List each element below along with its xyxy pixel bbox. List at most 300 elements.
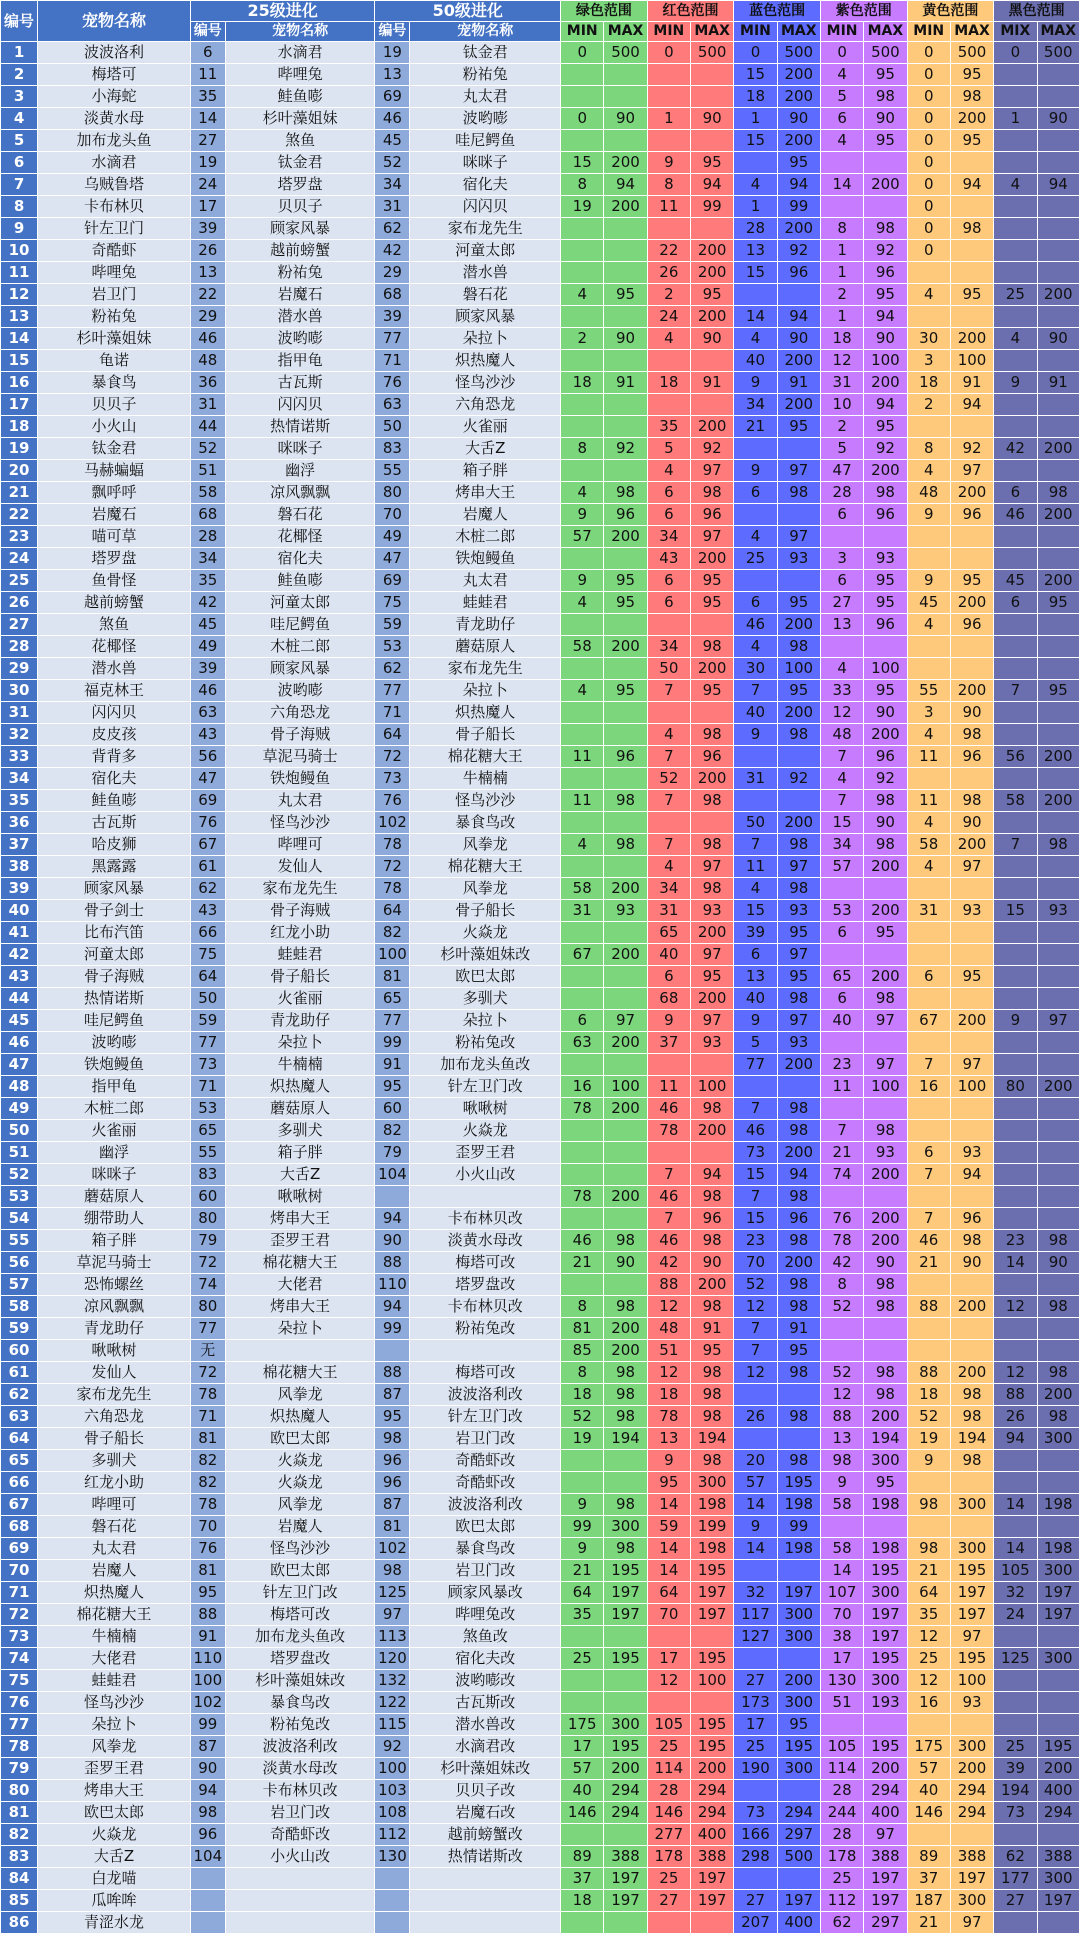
- evo25-name: 宿化夫: [225, 548, 375, 570]
- header-yellow-min: MIN: [907, 22, 950, 42]
- header-green-min: MIN: [561, 22, 604, 42]
- row-number: 73: [1, 1626, 38, 1648]
- evo25-number: 79: [190, 1230, 225, 1252]
- green-min: [561, 724, 604, 746]
- evo50-number: 92: [375, 1736, 410, 1758]
- green-min: 25: [561, 1648, 604, 1670]
- yellow-min: 46: [907, 1230, 950, 1252]
- green-min: 89: [561, 1846, 604, 1868]
- black-mix: 177: [994, 1868, 1037, 1890]
- black-max: [1037, 196, 1080, 218]
- blue-min: 26: [734, 1406, 777, 1428]
- evo25-number: 72: [190, 1362, 225, 1384]
- yellow-max: 200: [950, 592, 993, 614]
- yellow-min: [907, 526, 950, 548]
- purple-max: 300: [864, 1450, 907, 1472]
- blue-min: 40: [734, 702, 777, 724]
- yellow-min: 3: [907, 350, 950, 372]
- purple-max: 200: [864, 1758, 907, 1780]
- purple-min: 38: [820, 1626, 863, 1648]
- blue-max: 200: [777, 64, 820, 86]
- green-max: [604, 86, 647, 108]
- red-max: 96: [691, 504, 734, 526]
- blue-max: 98: [777, 1120, 820, 1142]
- pet-name: 卡布林贝: [38, 196, 191, 218]
- green-max: 95: [604, 284, 647, 306]
- green-min: 8: [561, 438, 604, 460]
- evo25-number: 76: [190, 812, 225, 834]
- purple-max: 95: [864, 922, 907, 944]
- row-number: 24: [1, 548, 38, 570]
- black-mix: [994, 460, 1037, 482]
- blue-max: 98: [777, 1406, 820, 1428]
- yellow-max: 98: [950, 218, 993, 240]
- blue-max: 200: [777, 394, 820, 416]
- pet-name: 啾啾树: [38, 1340, 191, 1362]
- yellow-min: 4: [907, 812, 950, 834]
- evo50-name: 牛楠楠: [410, 768, 561, 790]
- black-mix: 24: [994, 1604, 1037, 1626]
- green-max: [604, 64, 647, 86]
- purple-min: 7: [820, 790, 863, 812]
- purple-min: 76: [820, 1208, 863, 1230]
- red-max: [691, 1692, 734, 1714]
- table-row: [1, 1692, 1080, 1714]
- evo50-name: 波波洛利改: [410, 1384, 561, 1406]
- red-max: 197: [691, 1582, 734, 1604]
- blue-min: 5: [734, 1032, 777, 1054]
- black-mix: [994, 724, 1037, 746]
- evo50-name: 火焱龙: [410, 922, 561, 944]
- evo50-number: 103: [375, 1780, 410, 1802]
- black-mix: [994, 218, 1037, 240]
- yellow-min: [907, 1340, 950, 1362]
- purple-max: 95: [864, 64, 907, 86]
- evo50-name: 六角恐龙: [410, 394, 561, 416]
- green-max: [604, 218, 647, 240]
- header-green-range: 绿色范围: [561, 1, 648, 22]
- yellow-max: 97: [950, 1912, 993, 1934]
- yellow-max: [950, 922, 993, 944]
- evo25-name: 草泥马骑士: [225, 746, 375, 768]
- row-number: 8: [1, 196, 38, 218]
- green-max: 96: [604, 504, 647, 526]
- purple-min: 70: [820, 1604, 863, 1626]
- red-min: 5: [647, 438, 690, 460]
- pet-name: 绷带助人: [38, 1208, 191, 1230]
- blue-max: 99: [777, 196, 820, 218]
- green-min: 9: [561, 1494, 604, 1516]
- evo25-number: 78: [190, 1494, 225, 1516]
- table-row: [1, 372, 1080, 394]
- yellow-min: [907, 1472, 950, 1494]
- green-min: 16: [561, 1076, 604, 1098]
- evo25-number: 67: [190, 834, 225, 856]
- evo50-name: 波哟嘭: [410, 108, 561, 130]
- purple-min: 11: [820, 1076, 863, 1098]
- evo25-name: 岩魔人: [225, 1516, 375, 1538]
- table-row: [1, 878, 1080, 900]
- purple-min: [820, 1516, 863, 1538]
- yellow-max: 98: [950, 86, 993, 108]
- pet-name: 幽浮: [38, 1142, 191, 1164]
- black-max: [1037, 1186, 1080, 1208]
- yellow-min: 6: [907, 966, 950, 988]
- red-max: 90: [691, 328, 734, 350]
- green-max: [604, 262, 647, 284]
- red-min: [647, 394, 690, 416]
- purple-max: 90: [864, 328, 907, 350]
- pet-name: 钛金君: [38, 438, 191, 460]
- evo50-number: 78: [375, 834, 410, 856]
- evo50-number: 70: [375, 504, 410, 526]
- evo25-name: 磐石花: [225, 504, 375, 526]
- evo50-name: 粉祐兔改: [410, 1318, 561, 1340]
- red-min: 78: [647, 1406, 690, 1428]
- green-min: [561, 1142, 604, 1164]
- blue-max: 92: [777, 768, 820, 790]
- evo25-name: 火焱龙: [225, 1472, 375, 1494]
- table-row: [1, 1098, 1080, 1120]
- yellow-min: 21: [907, 1560, 950, 1582]
- red-min: 12: [647, 1670, 690, 1692]
- evo50-number: 77: [375, 328, 410, 350]
- row-number: 3: [1, 86, 38, 108]
- yellow-min: 7: [907, 1164, 950, 1186]
- yellow-max: [950, 1120, 993, 1142]
- header-black-mix: MIX: [994, 22, 1037, 42]
- red-max: 95: [691, 152, 734, 174]
- red-min: 9: [647, 152, 690, 174]
- blue-min: 11: [734, 856, 777, 878]
- evo25-number: 100: [190, 1670, 225, 1692]
- yellow-min: 57: [907, 1758, 950, 1780]
- yellow-min: [907, 636, 950, 658]
- blue-max: 200: [777, 350, 820, 372]
- evo50-name: 咪咪子: [410, 152, 561, 174]
- blue-max: 98: [777, 1274, 820, 1296]
- black-max: [1037, 1626, 1080, 1648]
- red-max: 200: [691, 1120, 734, 1142]
- evo50-number: 100: [375, 1758, 410, 1780]
- pet-name: 奇酷虾: [38, 240, 191, 262]
- red-min: 34: [647, 636, 690, 658]
- purple-max: 98: [864, 834, 907, 856]
- evo50-number: 42: [375, 240, 410, 262]
- red-min: 70: [647, 1604, 690, 1626]
- evo25-name: 箱子胖: [225, 1142, 375, 1164]
- red-max: 93: [691, 1032, 734, 1054]
- purple-min: 7: [820, 1120, 863, 1142]
- yellow-max: 388: [950, 1846, 993, 1868]
- green-max: 200: [604, 1032, 647, 1054]
- purple-min: 107: [820, 1582, 863, 1604]
- table-row: [1, 86, 1080, 108]
- yellow-max: [950, 1274, 993, 1296]
- evo50-name: [410, 1340, 561, 1362]
- yellow-min: 9: [907, 570, 950, 592]
- row-number: 70: [1, 1560, 38, 1582]
- pet-name: 怪鸟沙沙: [38, 1692, 191, 1714]
- evo50-number: 98: [375, 1428, 410, 1450]
- blue-max: 100: [777, 658, 820, 680]
- evo50-name: 杉叶藻姐妹改: [410, 944, 561, 966]
- evo50-number: 88: [375, 1362, 410, 1384]
- yellow-min: [907, 658, 950, 680]
- green-max: [604, 966, 647, 988]
- row-number: 78: [1, 1736, 38, 1758]
- row-number: 43: [1, 966, 38, 988]
- table-row: [1, 1472, 1080, 1494]
- black-max: [1037, 152, 1080, 174]
- green-max: [604, 1472, 647, 1494]
- yellow-min: [907, 548, 950, 570]
- blue-max: [777, 570, 820, 592]
- yellow-max: 94: [950, 394, 993, 416]
- evo25-number: 53: [190, 1098, 225, 1120]
- yellow-max: 95: [950, 966, 993, 988]
- blue-min: 15: [734, 130, 777, 152]
- pet-name: 梅塔可: [38, 64, 191, 86]
- red-max: 200: [691, 1758, 734, 1780]
- purple-min: 6: [820, 108, 863, 130]
- red-max: 91: [691, 372, 734, 394]
- red-min: 64: [647, 1582, 690, 1604]
- green-max: [604, 1670, 647, 1692]
- evo50-number: 69: [375, 86, 410, 108]
- yellow-min: 48: [907, 482, 950, 504]
- purple-max: 95: [864, 284, 907, 306]
- evo25-name: 幽浮: [225, 460, 375, 482]
- black-mix: [994, 1714, 1037, 1736]
- black-max: [1037, 1670, 1080, 1692]
- pet-name: 针左卫门: [38, 218, 191, 240]
- evo25-number: 82: [190, 1450, 225, 1472]
- red-min: 14: [647, 1538, 690, 1560]
- black-max: [1037, 614, 1080, 636]
- purple-max: 96: [864, 504, 907, 526]
- evo50-number: 65: [375, 988, 410, 1010]
- table-row: [1, 790, 1080, 812]
- green-min: [561, 416, 604, 438]
- green-min: [561, 1208, 604, 1230]
- black-mix: [994, 1054, 1037, 1076]
- evo50-name: 暴食鸟改: [410, 1538, 561, 1560]
- black-mix: 62: [994, 1846, 1037, 1868]
- row-number: 5: [1, 130, 38, 152]
- purple-min: [820, 1318, 863, 1340]
- blue-min: 46: [734, 1120, 777, 1142]
- evo50-name: 铁炮鳗鱼: [410, 548, 561, 570]
- pet-name: 火焱龙: [38, 1824, 191, 1846]
- black-max: [1037, 64, 1080, 86]
- black-mix: [994, 306, 1037, 328]
- evo25-number: 88: [190, 1604, 225, 1626]
- green-min: 64: [561, 1582, 604, 1604]
- blue-min: 7: [734, 1098, 777, 1120]
- purple-max: [864, 196, 907, 218]
- evo25-name: 花椰怪: [225, 526, 375, 548]
- blue-min: 73: [734, 1802, 777, 1824]
- black-max: [1037, 1450, 1080, 1472]
- row-number: 22: [1, 504, 38, 526]
- pet-name: 青涩水龙: [38, 1912, 191, 1934]
- black-max: 98: [1037, 834, 1080, 856]
- blue-min: 40: [734, 988, 777, 1010]
- green-min: 21: [561, 1252, 604, 1274]
- green-max: 388: [604, 1846, 647, 1868]
- green-min: [561, 394, 604, 416]
- red-max: 100: [691, 1076, 734, 1098]
- blue-max: [777, 504, 820, 526]
- green-max: [604, 724, 647, 746]
- evo25-number: 80: [190, 1208, 225, 1230]
- row-number: 30: [1, 680, 38, 702]
- red-max: 94: [691, 1164, 734, 1186]
- red-max: 195: [691, 1736, 734, 1758]
- black-max: [1037, 636, 1080, 658]
- green-min: 78: [561, 1186, 604, 1208]
- evo25-name: 塔罗盘改: [225, 1648, 375, 1670]
- green-min: 37: [561, 1868, 604, 1890]
- purple-min: 42: [820, 1252, 863, 1274]
- evo25-number: 24: [190, 174, 225, 196]
- yellow-min: [907, 416, 950, 438]
- table-row: [1, 856, 1080, 878]
- blue-min: [734, 1868, 777, 1890]
- row-number: 63: [1, 1406, 38, 1428]
- green-min: 8: [561, 1296, 604, 1318]
- green-max: [604, 614, 647, 636]
- yellow-max: [950, 196, 993, 218]
- evo25-name: 暴食鸟改: [225, 1692, 375, 1714]
- blue-min: 25: [734, 548, 777, 570]
- red-max: [691, 218, 734, 240]
- evo50-name: 波波洛利改: [410, 1494, 561, 1516]
- blue-min: 14: [734, 1494, 777, 1516]
- purple-min: 17: [820, 1648, 863, 1670]
- red-max: [691, 1142, 734, 1164]
- pet-name: 马赫蝙蝠: [38, 460, 191, 482]
- evo50-number: 90: [375, 1230, 410, 1252]
- purple-min: [820, 1032, 863, 1054]
- evo50-name: 怪鸟沙沙: [410, 790, 561, 812]
- evo50-name: 多驯犬: [410, 988, 561, 1010]
- evo50-name: 宿化夫: [410, 174, 561, 196]
- purple-min: 4: [820, 130, 863, 152]
- purple-min: 31: [820, 372, 863, 394]
- black-max: 300: [1037, 1868, 1080, 1890]
- pet-name: 闪闪贝: [38, 702, 191, 724]
- table-row: [1, 592, 1080, 614]
- yellow-max: [950, 1032, 993, 1054]
- evo50-number: 83: [375, 438, 410, 460]
- green-max: [604, 988, 647, 1010]
- pet-name: 木桩二郎: [38, 1098, 191, 1120]
- table-row: [1, 416, 1080, 438]
- black-max: 94: [1037, 174, 1080, 196]
- red-min: 59: [647, 1516, 690, 1538]
- purple-min: 62: [820, 1912, 863, 1934]
- row-number: 45: [1, 1010, 38, 1032]
- evo50-number: 52: [375, 152, 410, 174]
- row-number: 55: [1, 1230, 38, 1252]
- evo25-number: 71: [190, 1076, 225, 1098]
- red-min: [647, 812, 690, 834]
- yellow-min: 67: [907, 1010, 950, 1032]
- red-min: [647, 614, 690, 636]
- red-max: 194: [691, 1428, 734, 1450]
- purple-min: 13: [820, 1428, 863, 1450]
- purple-max: 98: [864, 1274, 907, 1296]
- black-mix: 25: [994, 284, 1037, 306]
- black-max: [1037, 1472, 1080, 1494]
- evo25-number: 82: [190, 1472, 225, 1494]
- header-blue-min: MIN: [734, 22, 777, 42]
- evo25-name: 杉叶藻姐妹: [225, 108, 375, 130]
- red-max: 100: [691, 1670, 734, 1692]
- pet-name: 顾家风暴: [38, 878, 191, 900]
- purple-min: 105: [820, 1736, 863, 1758]
- header-green-max: MAX: [604, 22, 647, 42]
- table-row: [1, 1164, 1080, 1186]
- evo25-number: 29: [190, 306, 225, 328]
- black-max: 200: [1037, 438, 1080, 460]
- green-max: [604, 812, 647, 834]
- evo25-name: 欧巴太郎: [225, 1428, 375, 1450]
- purple-min: 244: [820, 1802, 863, 1824]
- evo50-number: 130: [375, 1846, 410, 1868]
- purple-max: 92: [864, 240, 907, 262]
- evo50-number: 64: [375, 724, 410, 746]
- blue-min: 7: [734, 1340, 777, 1362]
- yellow-max: 200: [950, 1758, 993, 1780]
- green-min: [561, 702, 604, 724]
- green-max: [604, 1692, 647, 1714]
- yellow-min: 4: [907, 284, 950, 306]
- purple-max: 95: [864, 680, 907, 702]
- evo50-name: [410, 1912, 561, 1934]
- black-max: [1037, 966, 1080, 988]
- green-max: [604, 768, 647, 790]
- green-min: [561, 1274, 604, 1296]
- table-row: [1, 1428, 1080, 1450]
- purple-max: 97: [864, 1054, 907, 1076]
- red-min: 52: [647, 768, 690, 790]
- red-min: 114: [647, 1758, 690, 1780]
- pet-name: 歪罗王君: [38, 1758, 191, 1780]
- table-row: [1, 152, 1080, 174]
- evo50-number: 96: [375, 1472, 410, 1494]
- black-mix: 15: [994, 900, 1037, 922]
- black-max: [1037, 218, 1080, 240]
- blue-max: 95: [777, 966, 820, 988]
- evo50-name: 炽热魔人: [410, 702, 561, 724]
- blue-min: [734, 1076, 777, 1098]
- yellow-min: [907, 1186, 950, 1208]
- pet-name: 火雀丽: [38, 1120, 191, 1142]
- purple-max: 98: [864, 86, 907, 108]
- red-min: [647, 1626, 690, 1648]
- table-row: [1, 1890, 1080, 1912]
- blue-min: 32: [734, 1582, 777, 1604]
- blue-max: 94: [777, 174, 820, 196]
- black-mix: [994, 1450, 1037, 1472]
- pet-name: 烤串大王: [38, 1780, 191, 1802]
- evo50-name: 宿化夫改: [410, 1648, 561, 1670]
- evo50-name: 风拳龙: [410, 878, 561, 900]
- evo50-name: 煞鱼改: [410, 1626, 561, 1648]
